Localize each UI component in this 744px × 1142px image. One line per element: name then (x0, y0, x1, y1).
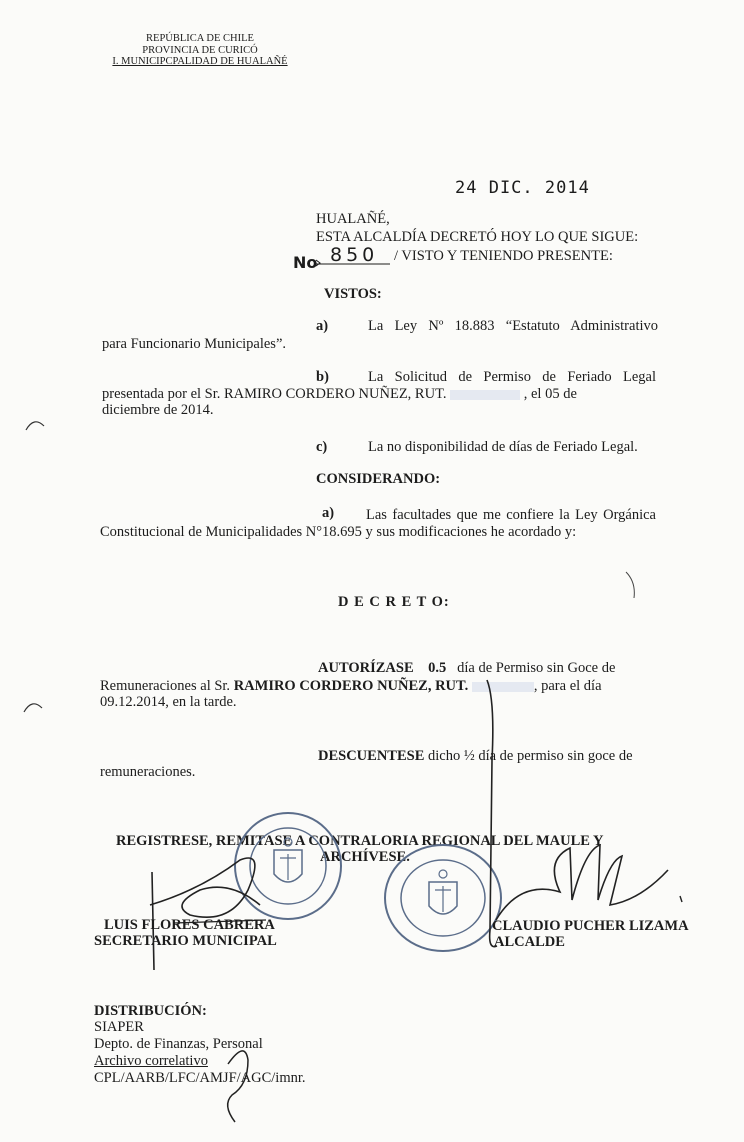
autoriza-line3: 09.12.2014, en la tarde. (100, 694, 237, 710)
vistos-b-text-end: diciembre de 2014. (102, 402, 214, 418)
vistos-b-label: b) (316, 369, 329, 385)
vistos-c-label: c) (316, 439, 328, 455)
date-stamp: 24 DIC. 2014 (455, 178, 590, 198)
distribution-archivo: Archivo correlativo (94, 1053, 208, 1069)
vistos-a-label: a) (316, 318, 329, 334)
vistos-c-text: La no disponibilidad de días de Feriado Legal. (368, 439, 638, 455)
closing-line1: REGISTRESE, REMITASE A CONTRALORIA REGIONAL DEL MAULE Y (116, 833, 604, 849)
considerando-a-label: a) (322, 505, 335, 521)
header-province: PROVINCIA DE CURICÓ (142, 44, 258, 56)
mayor-title: ALCALDE (494, 934, 565, 950)
autoriza-employee-name: RAMIRO CORDERO NUÑEZ, RUT. (233, 678, 469, 694)
decree-number: 850 (330, 244, 379, 266)
secretary-title: SECRETARIO MUNICIPAL (94, 933, 277, 949)
descuentese-rest: dicho ½ día de permiso sin goce de (428, 748, 633, 764)
secretary-name: LUIS FLORES CABRERA (104, 917, 275, 933)
autoriza-rest: día de Permiso sin Goce de (457, 660, 616, 676)
vistos-b-text: La Solicitud de Permiso de Feriado Legal (368, 369, 656, 385)
header-municipality: I. MUNICIPCPALIDAD DE HUALAÑÉ (112, 56, 288, 67)
mayor-name: CLAUDIO PUCHER LIZAMA (492, 918, 689, 934)
vistos-b-text-part2: , el 05 de (523, 386, 577, 402)
vistos-b-text-part1: presentada por el Sr. RAMIRO CORDERO NUÑEZ, RUT. (102, 386, 447, 402)
descuentese-line2: remuneraciones. (100, 764, 196, 780)
place-name: HUALAÑÉ, (316, 211, 390, 227)
vistos-a-text-cont: para Funcionario Municipales”. (102, 336, 287, 352)
considerando-a-text-cont: Constitucional de Municipalidades N°18.695 y sus modificaciones he acordado y: (100, 524, 577, 540)
distribution-siaper: SIAPER (94, 1019, 144, 1035)
distribution-heading: DISTRIBUCIÓN: (94, 1003, 207, 1019)
considerando-heading: CONSIDERANDO: (316, 471, 441, 487)
autoriza-line2-end: , para el día (533, 678, 602, 694)
considerando-a-text: Las facultades que me confiere la Ley Orgánica (366, 507, 656, 523)
autoriza-line2-start: Remuneraciones al Sr. (100, 678, 231, 694)
decreto-heading: D E C R E T O: (338, 594, 450, 610)
vistos-heading: VISTOS: (324, 286, 382, 302)
vistos-a-text: La Ley Nº 18.883 “Estatuto Administrativo (368, 318, 658, 334)
autoriza-amount: 0.5 (428, 660, 447, 676)
distribution-initials: CPL/AARB/LFC/AMJF/AGC/imnr. (94, 1070, 306, 1086)
closing-line2: ARCHÍVESE. (320, 849, 410, 865)
visto-line: / VISTO Y TENIENDO PRESENTE: (394, 248, 613, 264)
decree-intro: ESTA ALCALDÍA DECRETÓ HOY LO QUE SIGUE: (316, 229, 639, 245)
autoriza-word: AUTORÍZASE (318, 660, 414, 676)
descuentese-word: DESCUENTESE (318, 748, 425, 764)
header-country: REPÚBLICA DE CHILE (146, 33, 254, 44)
distribution-finanzas: Depto. de Finanzas, Personal (94, 1036, 263, 1052)
decree-number-label: No (293, 253, 318, 272)
